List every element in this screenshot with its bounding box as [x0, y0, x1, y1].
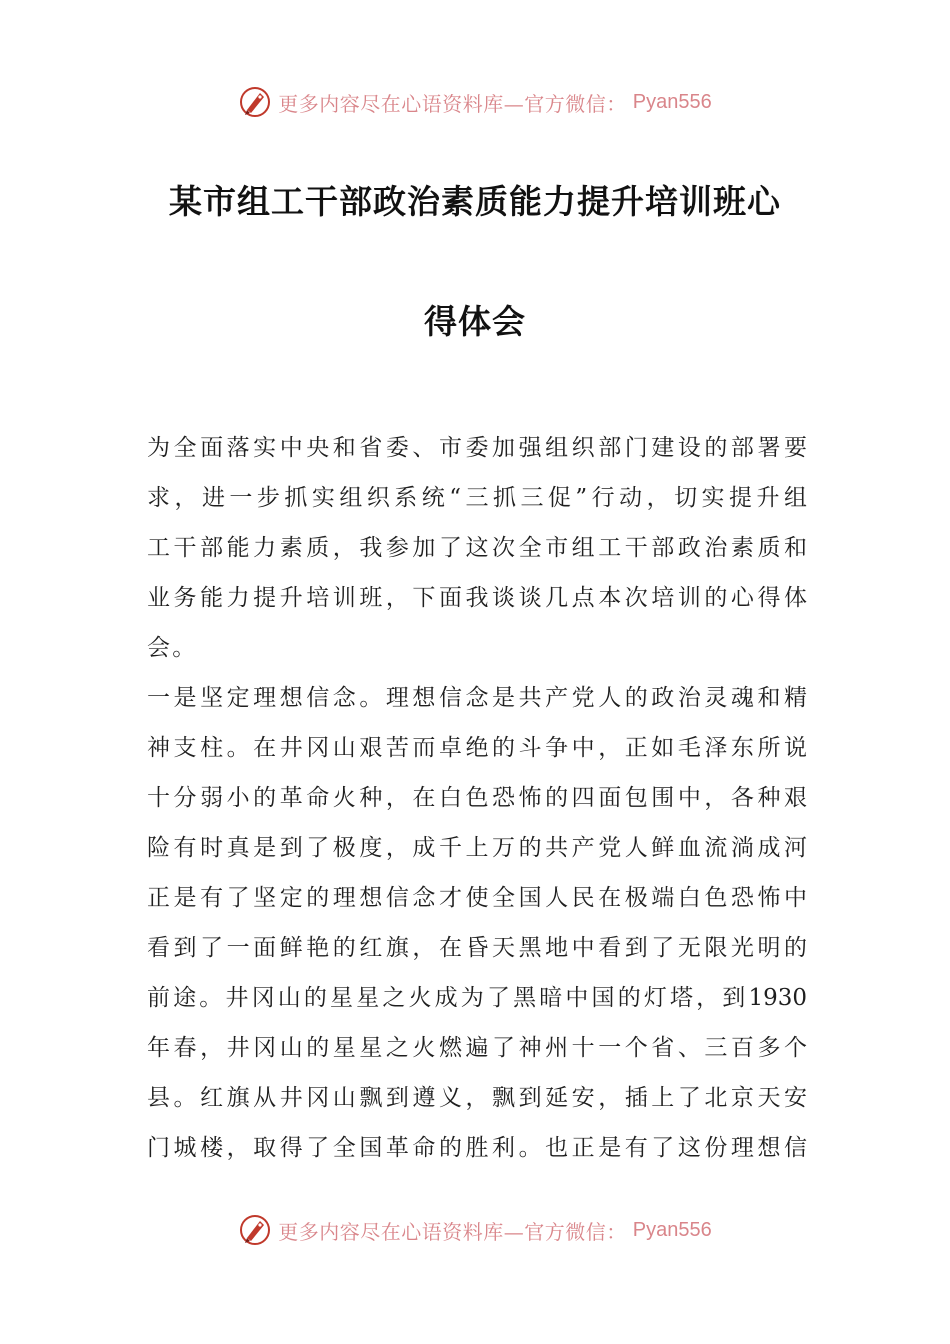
pen-nib-logo-icon	[238, 85, 272, 119]
header-banner	[0, 82, 950, 122]
header-banner-text: 更多内容尽在心语资料库—官方微信：	[278, 91, 627, 116]
body-line: 神支柱。在井冈山艰苦而卓绝的斗争中，正如毛泽东所说	[147, 735, 807, 761]
footer-wechat-id: Pyan556	[632, 1218, 712, 1241]
body-line: 看到了一面鲜艳的红旗，在昏天黑地中看到了无限光明的	[147, 935, 807, 961]
body-line: 一是坚定理想信念。理想信念是共产党人的政治灵魂和精	[147, 685, 807, 711]
body-line: 为全面落实中央和省委、市委加强组织部门建设的部署要	[147, 435, 807, 461]
body-line: 工干部能力素质，我参加了这次全市组工干部政治素质和	[147, 535, 807, 561]
footer-banner	[0, 1210, 950, 1250]
body-line: 十分弱小的革命火种，在白色恐怖的四面包围中，各种艰	[147, 785, 807, 811]
body-line: 求，进一步抓实组织系统“三抓三促”行动，切实提升组	[147, 485, 807, 511]
body-line: 门城楼，取得了全国革命的胜利。也正是有了这份理想信	[147, 1135, 807, 1161]
body-line: 会。	[147, 635, 198, 661]
header-wechat-id: Pyan556	[632, 90, 712, 113]
body-line: 年春，井冈山的星星之火燃遍了神州十一个省、三百多个	[147, 1035, 807, 1061]
body-line: 险有时真是到了极度，成千上万的共产党人鲜血流淌成河	[147, 835, 807, 861]
pen-nib-logo-icon	[238, 1213, 272, 1247]
document-title-line-1: 某市组工干部政治素质能力提升培训班心	[169, 182, 781, 221]
body-line: 前途。井冈山的星星之火成为了黑暗中国的灯塔，到1930	[147, 985, 807, 1011]
body-line: 县。红旗从井冈山飘到遵义，飘到延安，插上了北京天安	[147, 1085, 807, 1111]
document-title-line-2: 得体会	[424, 302, 526, 341]
footer-banner-text: 更多内容尽在心语资料库—官方微信：	[278, 1219, 627, 1244]
body-line: 业务能力提升培训班，下面我谈谈几点本次培训的心得体	[147, 585, 807, 611]
body-line: 正是有了坚定的理想信念才使全国人民在极端白色恐怖中	[147, 885, 807, 911]
